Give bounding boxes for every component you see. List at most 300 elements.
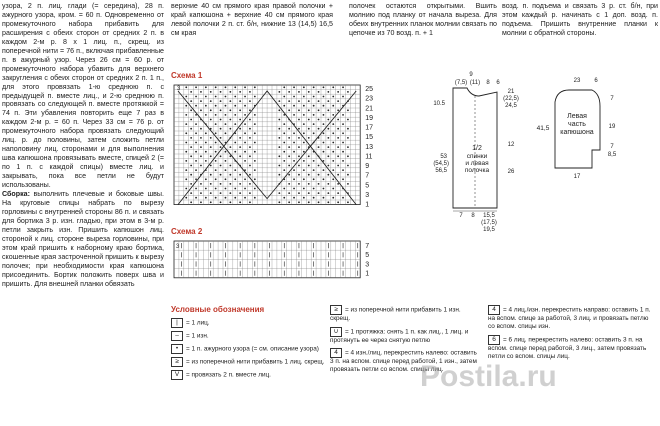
- chart1-stitch-dot: [190, 128, 192, 130]
- chart1-stitch-dot: [293, 151, 295, 153]
- chart1-stitch-dot: [239, 119, 241, 121]
- chart1-row-label: 17: [365, 124, 373, 132]
- chart1-stitch-dot: [185, 178, 187, 180]
- chart1-stitch-dot: [225, 160, 227, 162]
- chart1-stitch-dot: [254, 178, 256, 180]
- chart1-stitch-dot: [308, 119, 310, 121]
- chart1-stitch-dot: [244, 188, 246, 190]
- chart1-stitch-dot: [278, 109, 280, 111]
- chart1-row-label: 15: [365, 134, 373, 142]
- chart1-stitch-dot: [298, 91, 300, 93]
- chart1-stitch-dot: [327, 100, 329, 102]
- chart1-stitch-dot: [323, 132, 325, 134]
- hood-dim-r2: 19: [608, 124, 616, 130]
- chart1-stitch-dot: [303, 160, 305, 162]
- chart1-stitch-dot: [234, 105, 236, 107]
- chart1-stitch-dot: [323, 142, 325, 144]
- chart1-stitch-dot: [293, 169, 295, 171]
- chart1-stitch-dot: [327, 201, 329, 203]
- chart1-stitch-dot: [220, 128, 222, 130]
- chart-scheme-1: [174, 85, 373, 209]
- piece-label-line: спинки: [466, 153, 488, 160]
- chart1-stitch-dot: [185, 86, 187, 88]
- chart1-stitch-dot: [327, 174, 329, 176]
- piece-label-line: полочка: [464, 167, 490, 174]
- chart1-stitch-dot: [244, 178, 246, 180]
- chart1-stitch-dot: [337, 165, 339, 167]
- chart1-stitch-dot: [254, 151, 256, 153]
- chart1-stitch-dot: [239, 128, 241, 130]
- chart1-stitch-dot: [200, 109, 202, 111]
- legend-item: 4 = 4 лиц./изн. перекрестить направо: оставить 1 п. на вспом. спице за работой, 3 лиц. и провязать петлю со вспом. спицы изн.: [488, 306, 651, 330]
- chart1-stitch-dot: [210, 192, 212, 194]
- chart1-stitch-dot: [244, 160, 246, 162]
- chart1-stitch-dot: [190, 165, 192, 167]
- chart1-stitch-dot: [342, 160, 344, 162]
- chart1-stitch-dot: [210, 155, 212, 157]
- chart1-stitch-dot: [185, 132, 187, 134]
- dim-left-h3: (54,5): [433, 161, 449, 167]
- chart1-stitch-dot: [205, 151, 207, 153]
- chart1-stitch-dot: [288, 91, 290, 93]
- chart1-stitch-dot: [342, 86, 344, 88]
- chart1-stitch-dot: [323, 197, 325, 199]
- chart1-stitch-dot: [234, 96, 236, 98]
- chart1-stitch-dot: [313, 160, 315, 162]
- chart1-stitch-dot: [244, 197, 246, 199]
- chart1-stitch-dot: [205, 132, 207, 134]
- chart1-stitch-dot: [210, 165, 212, 167]
- chart1-stitch-dot: [283, 188, 285, 190]
- chart1-stitch-dot: [195, 142, 197, 144]
- hood-dim-top2: 6: [594, 78, 598, 84]
- chart1-stitch-dot: [278, 201, 280, 203]
- chart1-stitch-dot: [185, 96, 187, 98]
- chart1-stitch-dot: [249, 155, 251, 157]
- chart1-stitch-dot: [185, 160, 187, 162]
- dim-top-w3: (7,5): [454, 80, 468, 86]
- chart1-stitch-dot: [318, 174, 320, 176]
- dim-left-h2: 53: [440, 154, 447, 160]
- chart1-stitch-dot: [239, 192, 241, 194]
- chart1-stitch-dot: [249, 146, 251, 148]
- hood-dim-r4: 8,5: [607, 152, 617, 158]
- chart1-stitch-dot: [298, 192, 300, 194]
- chart1-stitch-dot: [234, 142, 236, 144]
- chart1-row-label: 3: [365, 191, 370, 199]
- chart1-stitch-dot: [210, 137, 212, 139]
- chart1-stitch-dot: [185, 151, 187, 153]
- chart1-stitch-dot: [303, 169, 305, 171]
- chart1-stitch-dot: [278, 174, 280, 176]
- chart1-stitch-dot: [239, 146, 241, 148]
- chart1-stitch-dot: [205, 197, 207, 199]
- hood-dim-r1: 7: [610, 96, 614, 102]
- chart1-stitch-dot: [288, 109, 290, 111]
- chart1-stitch-dot: [278, 128, 280, 130]
- chart1-stitch-dot: [303, 114, 305, 116]
- chart1-stitch-dot: [327, 128, 329, 130]
- chart1-stitch-dot: [347, 91, 349, 93]
- chart1-stitch-dot: [210, 109, 212, 111]
- chart1-stitch-dot: [332, 151, 334, 153]
- chart1-stitch-dot: [249, 91, 251, 93]
- chart1-stitch-dot: [293, 96, 295, 98]
- chart1-stitch-dot: [308, 100, 310, 102]
- chart1-stitch-dot: [229, 109, 231, 111]
- chart1-stitch-dot: [342, 142, 344, 144]
- chart1-stitch-dot: [220, 109, 222, 111]
- chart1-stitch-dot: [229, 100, 231, 102]
- chart1-stitch-dot: [190, 192, 192, 194]
- chart1-stitch-dot: [239, 183, 241, 185]
- chart1-stitch-dot: [249, 109, 251, 111]
- chart1-stitch-dot: [225, 105, 227, 107]
- chart1-stitch-dot: [327, 165, 329, 167]
- hood-label-line: Левая: [567, 113, 587, 120]
- dim-left-h1: 10.5: [433, 101, 445, 107]
- chart1-stitch-dot: [249, 119, 251, 121]
- chart1-stitch-dot: [225, 132, 227, 134]
- chart1-stitch-dot: [278, 100, 280, 102]
- chart1-stitch-dot: [278, 192, 280, 194]
- chart1-stitch-dot: [229, 183, 231, 185]
- chart1-stitch-dot: [323, 96, 325, 98]
- assembly-heading: Сборка:: [2, 190, 30, 199]
- chart1-stitch-dot: [308, 192, 310, 194]
- chart1-stitch-dot: [220, 201, 222, 203]
- chart1-stitch-dot: [318, 109, 320, 111]
- chart1-stitch-dot: [220, 155, 222, 157]
- chart1-stitch-dot: [244, 96, 246, 98]
- chart1-stitch-dot: [308, 165, 310, 167]
- chart1-stitch-dot: [200, 155, 202, 157]
- dim-right-h1: 21: [507, 89, 515, 95]
- chart1-stitch-dot: [190, 183, 192, 185]
- chart1-stitch-dot: [195, 105, 197, 107]
- chart1-row-label: 1: [365, 201, 370, 209]
- chart1-stitch-dot: [190, 174, 192, 176]
- chart1-row-label: 21: [365, 105, 373, 113]
- dim-right-h5: 26: [507, 169, 515, 175]
- chart1-stitch-dot: [254, 96, 256, 98]
- chart1-stitch-dot: [234, 188, 236, 190]
- chart1-stitch-dot: [308, 137, 310, 139]
- chart1-stitch-dot: [283, 169, 285, 171]
- chart1-stitch-dot: [215, 188, 217, 190]
- chart1-stitch-dot: [318, 201, 320, 203]
- legend-item: ≥ = из поперечной нити прибавить 1 лиц. скрещ.: [171, 357, 326, 367]
- chart1-stitch-dot: [278, 119, 280, 121]
- scheme1-title: Схема 1: [171, 71, 203, 80]
- chart1-stitch-dot: [337, 192, 339, 194]
- chart1-stitch-dot: [195, 160, 197, 162]
- chart1-stitch-dot: [283, 123, 285, 125]
- chart1-stitch-dot: [342, 178, 344, 180]
- chart1-stitch-dot: [347, 119, 349, 121]
- hood-dim-bottom: 17: [573, 174, 581, 180]
- chart1-stitch-dot: [298, 100, 300, 102]
- chart1-stitch-dot: [205, 114, 207, 116]
- chart1-stitch-dot: [293, 105, 295, 107]
- chart1-stitch-dot: [229, 201, 231, 203]
- chart1-stitch-dot: [195, 197, 197, 199]
- chart1-stitch-dot: [190, 109, 192, 111]
- chart1-stitch-dot: [220, 100, 222, 102]
- chart1-stitch-dot: [323, 178, 325, 180]
- chart1-row-label: 11: [365, 153, 373, 161]
- legend-col-1: [171, 318, 326, 380]
- chart1-stitch-dot: [200, 91, 202, 93]
- chart1-row-label: 7: [365, 172, 370, 180]
- chart1-stitch-dot: [318, 128, 320, 130]
- chart1-stitch-dot: [303, 178, 305, 180]
- chart1-stitch-dot: [313, 86, 315, 88]
- chart1-stitch-dot: [190, 146, 192, 148]
- chart1-stitch-dot: [210, 201, 212, 203]
- chart1-stitch-dot: [234, 114, 236, 116]
- chart1-stitch-dot: [303, 123, 305, 125]
- chart1-stitch-dot: [205, 86, 207, 88]
- chart1-stitch-dot: [205, 105, 207, 107]
- chart1-stitch-dot: [283, 132, 285, 134]
- chart1-stitch-dot: [215, 86, 217, 88]
- chart1-stitch-dot: [225, 188, 227, 190]
- chart1-stitch-dot: [249, 183, 251, 185]
- chart1-stitch-dot: [200, 100, 202, 102]
- chart1-stitch-dot: [210, 174, 212, 176]
- chart1-stitch-dot: [244, 132, 246, 134]
- chart1-stitch-dot: [225, 169, 227, 171]
- chart1-stitch-dot: [313, 188, 315, 190]
- chart1-stitch-dot: [283, 86, 285, 88]
- legend-item: | = 1 лиц.: [171, 318, 326, 328]
- chart1-stitch-dot: [293, 160, 295, 162]
- chart1-stitch-dot: [195, 178, 197, 180]
- legend-item: 4 = 4 изн./лиц. перекрестить налево: оставить 3 п. на вспом. спице перед работой, 1 изн., затем провязать петли со вспом. спицы лиц.: [330, 349, 477, 373]
- chart1-stitch-dot: [323, 169, 325, 171]
- chart1-stitch-dot: [210, 91, 212, 93]
- chart1-stitch-dot: [327, 137, 329, 139]
- dim-bottom-w5: 19,5: [483, 227, 495, 233]
- legend-col-3: [488, 305, 656, 360]
- chart1-stitch-dot: [254, 132, 256, 134]
- chart1-stitch-dot: [239, 137, 241, 139]
- chart1-stitch-dot: [323, 114, 325, 116]
- chart1-stitch-dot: [347, 165, 349, 167]
- chart2-row-label: 1: [365, 270, 370, 278]
- chart1-stitch-dot: [205, 96, 207, 98]
- chart1-stitch-dot: [347, 109, 349, 111]
- chart1-stitch-dot: [190, 100, 192, 102]
- chart1-stitch-dot: [318, 146, 320, 148]
- chart1-stitch-dot: [288, 146, 290, 148]
- chart1-stitch-dot: [244, 105, 246, 107]
- chart1-stitch-dot: [195, 114, 197, 116]
- chart1-stitch-dot: [254, 169, 256, 171]
- chart1-stitch-dot: [234, 178, 236, 180]
- chart1-stitch-dot: [318, 119, 320, 121]
- chart1-stitch-dot: [190, 119, 192, 121]
- chart1-stitch-dot: [337, 91, 339, 93]
- chart1-stitch-dot: [215, 197, 217, 199]
- chart1-stitch-dot: [215, 114, 217, 116]
- chart1-stitch-dot: [195, 169, 197, 171]
- dim-right-h2: (22,5): [503, 96, 519, 102]
- chart1-stitch-dot: [244, 114, 246, 116]
- chart1-stitch-dot: [283, 105, 285, 107]
- chart1-stitch-dot: [332, 197, 334, 199]
- chart1-stitch-dot: [337, 155, 339, 157]
- chart1-stitch-dot: [288, 165, 290, 167]
- chart1-stitch-dot: [215, 142, 217, 144]
- chart1-stitch-dot: [327, 183, 329, 185]
- chart1-stitch-dot: [220, 183, 222, 185]
- chart1-stitch-dot: [229, 119, 231, 121]
- chart1-stitch-dot: [288, 155, 290, 157]
- chart1-stitch-dot: [337, 183, 339, 185]
- chart1-stitch-dot: [298, 137, 300, 139]
- chart1-stitch-dot: [225, 123, 227, 125]
- chart1-stitch-dot: [254, 188, 256, 190]
- chart1-stitch-dot: [239, 155, 241, 157]
- chart1-stitch-dot: [342, 151, 344, 153]
- chart1-stitch-dot: [200, 192, 202, 194]
- chart1-row-label: 5: [365, 182, 370, 190]
- chart1-stitch-dot: [347, 155, 349, 157]
- chart1-stitch-dot: [308, 109, 310, 111]
- legend-item: ∪ = 1 протяжка: снять 1 п. как лиц., 1 лиц. и протянуть ее через снятую петлю: [330, 327, 469, 344]
- chart1-stitch-dot: [298, 146, 300, 148]
- chart1-stitch-dot: [249, 100, 251, 102]
- dim-top-w1: 9: [469, 72, 473, 78]
- chart1-stitch-dot: [303, 132, 305, 134]
- chart1-stitch-dot: [283, 96, 285, 98]
- chart1-stitch-dot: [342, 132, 344, 134]
- chart1-stitch-dot: [185, 142, 187, 144]
- chart1-stitch-dot: [337, 174, 339, 176]
- hood-dim-r3: 7: [610, 144, 614, 150]
- chart1-stitch-dot: [200, 201, 202, 203]
- chart1-stitch-dot: [229, 91, 231, 93]
- chart1-stitch-dot: [200, 183, 202, 185]
- chart1-row-label: 13: [365, 143, 373, 151]
- legend-item: ≥ = из поперечной нити прибавить 1 изн. скрещ.: [330, 306, 461, 322]
- chart1-stitch-dot: [185, 114, 187, 116]
- col1-paragraph-1: узора, 2 п. лиц. глади (= середина), 28 п. ажурного узора, кром. = 60 п. Одновременно от промежуточного набора прибавить для расширения с обеих сторон от средних 2 п. в каждом 2-м р. 8 х 1 лиц. п., скрещ. из поперечной нити = 76 п., включая прибавленные п. в ажурный узор. Через 26 см = 60 р. от промежуточного набора убавить для верхнего закругления с обеих сторон от средних 2 п. 1 п., для этого провязать 1-ю среднюю п. с предыдущей п. вместе лиц., и 2-ю среднюю п. провязать со следующей п. вместе протяжкой = 74 п. Эти убавления повторить еще 7 раз в каждом 2-м р. = 60 п. Через 33 см = 76 р. от промежуточного набора провязать следующий лиц. р. до половины, затем сложить петли наполовину лиц. сторонами и для выполнения шва капюшона провязывать вместе, спицей 2 (= по 1 п. с каждой спицы) вместе лиц. и закрывать, пока все петли не будут использованы.: [2, 2, 164, 190]
- chart1-stitch-dot: [313, 123, 315, 125]
- chart1-stitch-dot: [234, 86, 236, 88]
- chart1-stitch-dot: [185, 123, 187, 125]
- chart1-stitch-dot: [337, 100, 339, 102]
- dim-top-w4: 8: [486, 80, 490, 86]
- chart2-row-label: 5: [365, 252, 370, 260]
- chart1-stitch-dot: [303, 142, 305, 144]
- chart1-stitch-dot: [249, 137, 251, 139]
- chart1-stitch-dot: [318, 183, 320, 185]
- chart1-stitch-dot: [215, 160, 217, 162]
- chart1-stitch-dot: [283, 160, 285, 162]
- chart1-stitch-dot: [298, 165, 300, 167]
- chart1-stitch-dot: [318, 165, 320, 167]
- chart1-stitch-dot: [288, 192, 290, 194]
- chart1-stitch-dot: [327, 91, 329, 93]
- chart1-stitch-dot: [298, 174, 300, 176]
- chart1-stitch-dot: [254, 86, 256, 88]
- chart1-stitch-dot: [298, 128, 300, 130]
- dim-bottom-w4: (17,5): [481, 220, 497, 226]
- chart1-stitch-dot: [313, 197, 315, 199]
- chart1-stitch-dot: [298, 183, 300, 185]
- chart1-stitch-dot: [313, 105, 315, 107]
- chart1-stitch-dot: [278, 155, 280, 157]
- col1-paragraph-2: выполнить плечевые и боковые швы. На круговые спицы набрать по вырезу горловины с внутренней стороны 86 п. и связать для бортика 3 р. изн. гладью, при этом в 3-м р. петли закрыть изн. Пришить капюшон лиц. стороной к лиц. стороне выреза горловины, при этом край пришить к наборному краю бортика, скошенные края застроченной пришить к вырезу полочек; при необходимости края капюшона присоединить. Бортик положить поверх шва и пришить. Для внешней планки обвязать: [2, 190, 164, 288]
- chart1-stitch-dot: [229, 174, 231, 176]
- chart1-stitch-dot: [332, 169, 334, 171]
- chart2-edge-label: 3: [176, 244, 180, 250]
- chart1-stitch-dot: [323, 86, 325, 88]
- chart1-stitch-dot: [337, 119, 339, 121]
- chart1-stitch-dot: [347, 183, 349, 185]
- chart1-stitch-dot: [190, 137, 192, 139]
- hood-label-line: капюшона: [560, 129, 594, 136]
- chart1-stitch-dot: [283, 151, 285, 153]
- legend-item: – = 1 изн.: [171, 331, 326, 341]
- chart1-stitch-dot: [234, 169, 236, 171]
- chart1-stitch-dot: [288, 128, 290, 130]
- chart1-stitch-dot: [303, 86, 305, 88]
- chart1-stitch-dot: [332, 132, 334, 134]
- dim-top-w2: (11): [469, 80, 481, 86]
- chart1-stitch-dot: [293, 132, 295, 134]
- chart1-stitch-dot: [327, 192, 329, 194]
- chart1-stitch-dot: [313, 169, 315, 171]
- chart1-stitch-dot: [205, 178, 207, 180]
- chart1-stitch-dot: [308, 183, 310, 185]
- chart1-stitch-dot: [332, 123, 334, 125]
- chart1-stitch-dot: [185, 197, 187, 199]
- dim-bottom-w2: 8: [471, 213, 475, 219]
- chart1-stitch-dot: [308, 201, 310, 203]
- chart1-stitch-dot: [195, 86, 197, 88]
- watermark: Postila.ru: [420, 360, 557, 393]
- chart1-stitch-dot: [185, 188, 187, 190]
- chart1-stitch-dot: [220, 165, 222, 167]
- chart1-stitch-dot: [225, 86, 227, 88]
- chart1-stitch-dot: [332, 188, 334, 190]
- chart1-stitch-dot: [342, 197, 344, 199]
- chart1-stitch-dot: [225, 96, 227, 98]
- chart1-stitch-dot: [337, 146, 339, 148]
- chart1-stitch-dot: [205, 188, 207, 190]
- chart1-stitch-dot: [215, 123, 217, 125]
- chart1-stitch-dot: [332, 142, 334, 144]
- dim-bottom-w3: 15,5: [483, 213, 495, 219]
- chart1-edge-label: 3: [177, 86, 181, 92]
- chart1-stitch-dot: [288, 201, 290, 203]
- chart1-stitch-dot: [342, 169, 344, 171]
- chart-scheme-2: [174, 241, 369, 278]
- chart1-stitch-dot: [318, 91, 320, 93]
- chart1-stitch-dot: [239, 100, 241, 102]
- chart1-stitch-dot: [215, 178, 217, 180]
- chart1-stitch-dot: [308, 128, 310, 130]
- instructions-column-3: полочек остаются открытыми. Вшить молнию под планку от начала выреза. Для обеих внутренних планок молнии связать по цепочке из 70 возд. п. + 1: [349, 2, 497, 37]
- chart1-stitch-dot: [337, 137, 339, 139]
- dim-bottom-w1: 7: [459, 213, 463, 219]
- chart1-stitch-dot: [278, 165, 280, 167]
- chart1-stitch-dot: [225, 151, 227, 153]
